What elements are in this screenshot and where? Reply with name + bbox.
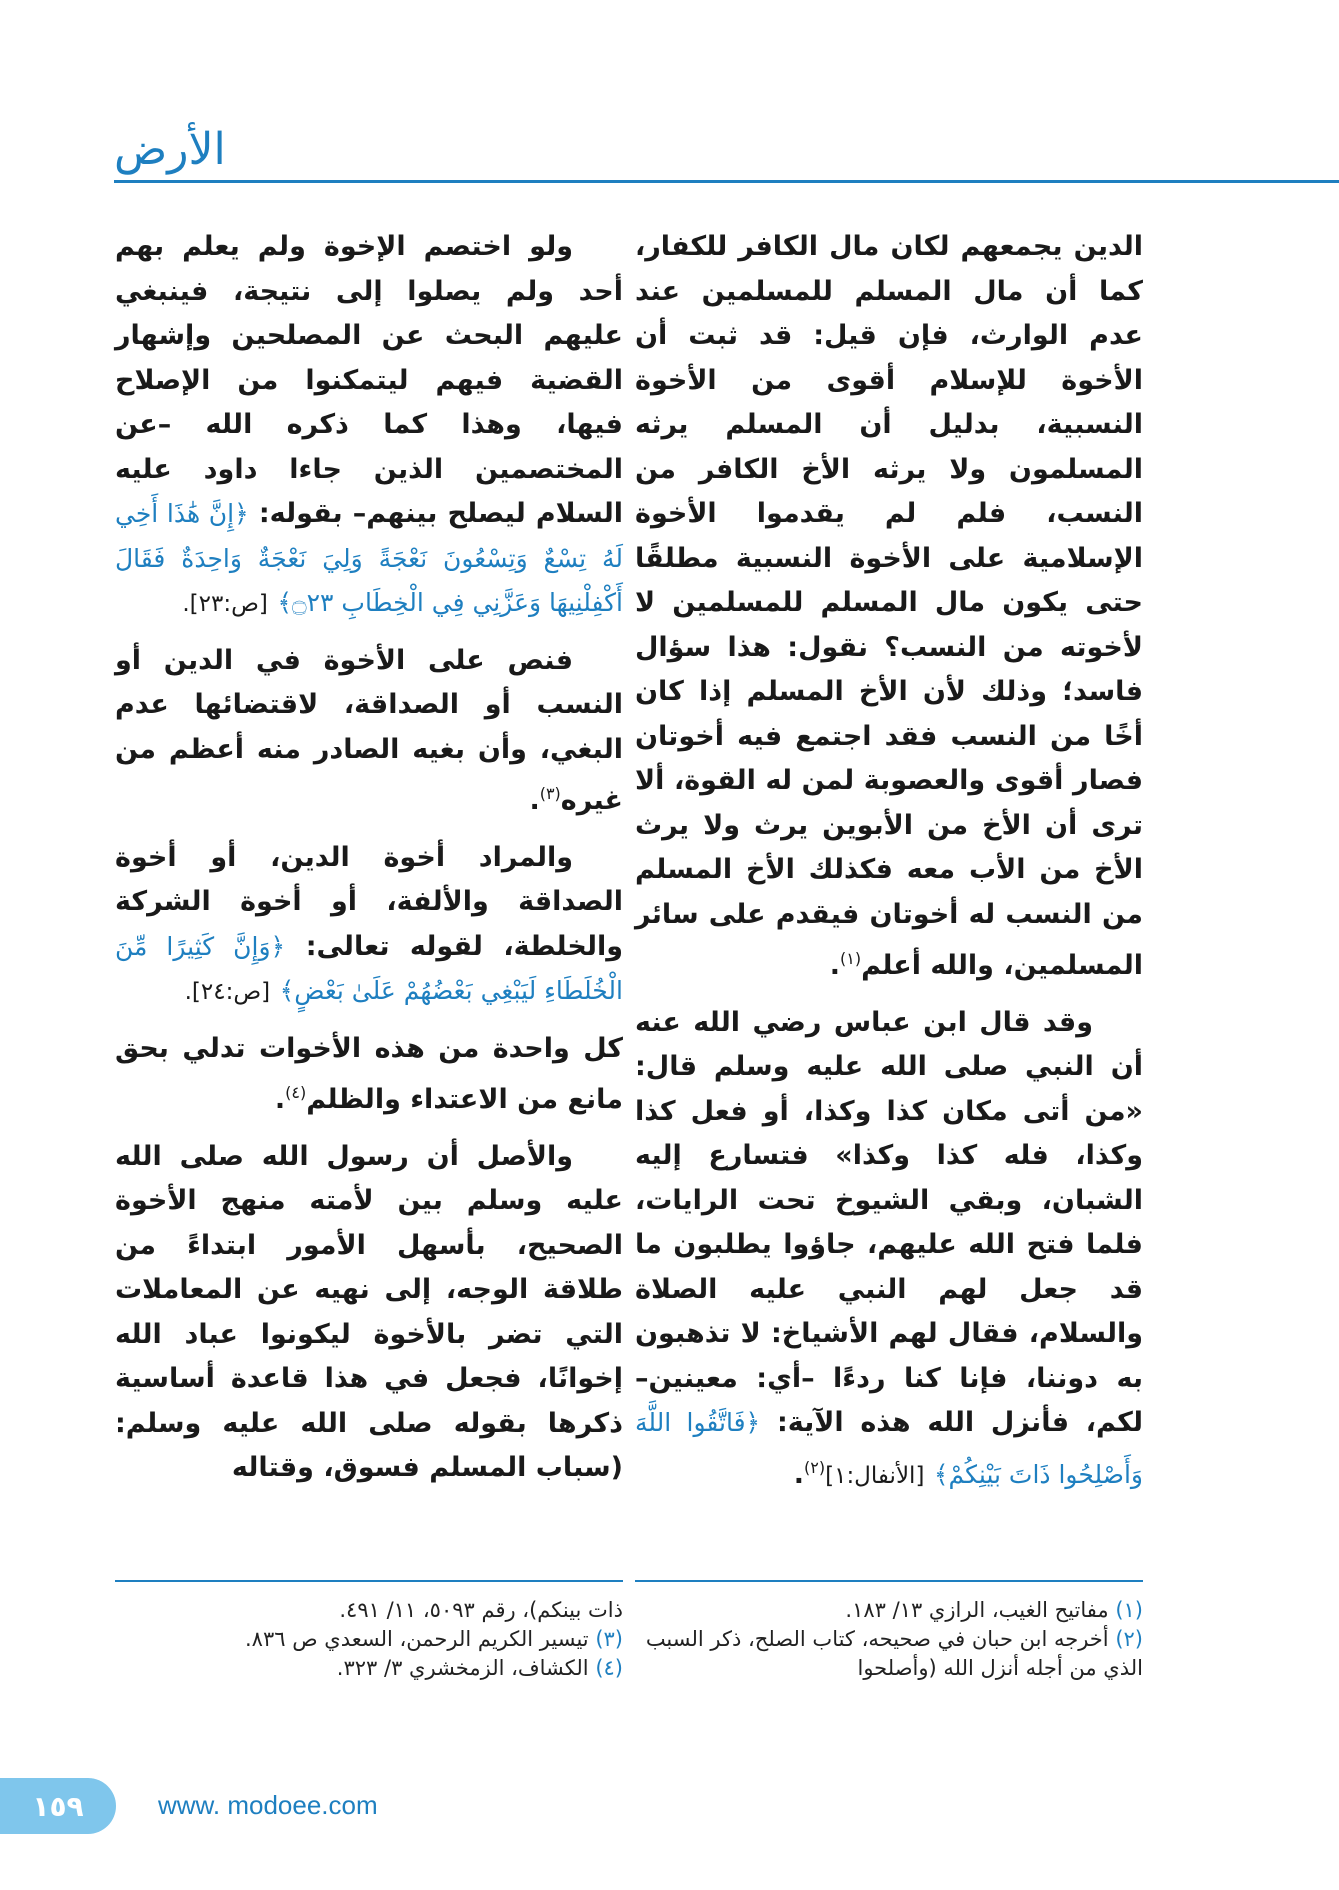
footnote-number: (٣) [595, 1627, 623, 1651]
hadith-quote: (سباب المسلم فسوق، وقتاله [231, 1452, 623, 1483]
verse-citation: [ص:٢٣]. [182, 591, 268, 617]
left-column [115, 225, 623, 1503]
paragraph [115, 639, 623, 824]
right-column [635, 225, 1143, 1510]
header-divider [114, 180, 1339, 183]
footnote-divider [115, 1580, 623, 1582]
footnote-number: (١) [1115, 1598, 1143, 1622]
quran-verse: ﴿إِنَّ هَٰذَا أَخِي لَهُ تِسْعٌ وَتِسْعُونَ نَعْجَةً وَلِيَ نَعْجَةٌ وَاحِدَةٌ فَقَالَ أَكْفِلْنِيهَا وَعَزَّنِي فِي الْخِطَابِ ۝٢٣﴾ [115, 499, 623, 617]
footnote [115, 1596, 623, 1625]
footnotes-right [635, 1580, 1143, 1683]
quran-verse: ﴿فَاتَّقُوا اللَّهَ وَأَصْلِحُوا ذَاتَ بَيْنِكُمْ﴾ [635, 1408, 1143, 1489]
paragraph-tail: . [529, 785, 540, 816]
footnote [115, 1654, 623, 1683]
paragraph-tail: . [829, 950, 840, 981]
footnote-ref[interactable]: (٤) [285, 1083, 307, 1102]
footnotes-left [115, 1580, 623, 1683]
paragraph-text: والمراد أخوة الدين، أو أخوة الصداقة والألفة، أو أخوة الشركة والخلطة، لقوله تعالى: [115, 841, 623, 962]
footnote-text: مفاتيح الغيب، الرازي ١٣/ ١٨٣. [845, 1598, 1109, 1622]
footnote [115, 1625, 623, 1654]
footnote-ref[interactable]: (١) [839, 949, 862, 968]
footnote [635, 1625, 1143, 1683]
paragraph-text: والأصل أن رسول الله صلى الله عليه وسلم بين لأمته منهج الأخوة الصحيح، بأسهل الأمور ابتداءً من طلاقة الوجه، إلى نهيه عن المعاملات التي تضر بالأخوة ليكونوا عباد الله إخوانًا، فجعل في هذا قاعدة أساسية ذكرها بقوله صلى الله عليه وسلم: [115, 1140, 623, 1439]
page-title: الأرض [114, 124, 226, 175]
paragraph-text: فنص على الأخوة في الدين أو النسب أو الصداقة، لاقتضائها عدم البغي، وأن بغيه الصادر منه أعظم من غيره [115, 644, 623, 816]
quran-verse: ﴿وَإِنَّ كَثِيرًا مِّنَ الْخُلَطَاءِ لَيَبْغِي بَعْضُهُمْ عَلَىٰ بَعْضٍ﴾ [115, 931, 623, 1005]
paragraph [115, 836, 623, 1015]
footnote-divider [635, 1580, 1143, 1582]
website-url[interactable]: www. modoee.com [158, 1790, 378, 1820]
footnote-text: أخرجه ابن حبان في صحيحه، كتاب الصلح، ذكر السبب الذي من أجله أنزل الله (وأصلحوا [645, 1627, 1143, 1680]
paragraph-text: كل واحدة من هذه الأخوات تدلي بحق مانع من الاعتداء والظلم [115, 1032, 623, 1115]
footnote-text: تيسير الكريم الرحمن، السعدي ص ٨٣٦. [244, 1627, 589, 1651]
footnote [635, 1596, 1143, 1625]
verse-citation: [ص:٢٤]. [184, 979, 271, 1005]
paragraph-text: وقد قال ابن عباس رضي الله عنه أن النبي صلى الله عليه وسلم قال: «من أتى مكان كذا وكذا، أو فعل كذا وكذا، فله كذا وكذا» فتسارع إليه الشبان، وبقي الشيوخ تحت الرايات، فلما فتح الله عليهم، جاؤوا يطلبون ما قد جعل لهم النبي عليه الصلاة والسلام، فقال لهم الأشياخ: لا تذهبون به دوننا، فإنا كنا ردءًا –أي: معينين– لكم، فأنزل الله هذه الآية: [635, 1006, 1144, 1438]
paragraph [115, 1135, 623, 1491]
paragraph [635, 1001, 1143, 1499]
paragraph [115, 225, 623, 627]
footnote-text: الكشاف، الزمخشري ٣/ ٣٢٣. [336, 1656, 589, 1680]
page-number: ١٥٩ [32, 1789, 84, 1823]
paragraph-text: ولو اختصم الإخوة ولم يعلم بهم أحد ولم يصلوا إلى نتيجة، فينبغي عليهم البحث عن المصلحين وإشهار القضية فيهم ليتمكنوا من الإصلاح فيها، وهذا كما ذكره الله –عن المختصمين الذين جاءا داود عليه السلام ليصلح بينهم– بقوله: [115, 231, 623, 529]
paragraph-tail: . [793, 1458, 804, 1490]
footnote-number: (٤) [595, 1656, 623, 1680]
page-number-badge [0, 1778, 116, 1834]
footnote-ref[interactable]: (٢) [804, 1457, 826, 1477]
footnote-number: (٢) [1115, 1627, 1143, 1651]
footnote-ref[interactable]: (٣) [539, 784, 561, 803]
footnote-text: ذات بينكم)، رقم ٥٠٩٣، ١١/ ٤٩١. [339, 1598, 623, 1622]
paragraph-tail: . [274, 1084, 286, 1115]
paragraph [635, 225, 1143, 989]
paragraph [115, 1027, 623, 1123]
paragraph-text: الدين يجمعهم لكان مال الكافر للكفار، كما أن مال المسلم للمسلمين عند عدم الوارث، فإن قيل: قد ثبت أن الأخوة للإسلام أقوى من الأخوة النسبية، بدليل أن المسلم يرثه المسلمون ولا يرثه الأخ الكافر من النسب، فلم لم يقدموا الأخوة الإسلامية على الأخوة النسبية مطلقًا حتى يكون مال المسلم للمسلمين لا لأخوته من النسب؟ نقول: هذا سؤال فاسد؛ وذلك لأن الأخ المسلم إذا كان أخًا من النسب فقد اجتمع فيه أخوتان فصار أقوى والعصوبة لمن له القوة، ألا ترى أن الأخ من الأبوين يرث ولا يرث الأخ من الأب معه فكذلك الأخ المسلم من النسب له أخوتان فيقدم على سائر المسلمين، والله أعلم [635, 231, 1143, 981]
verse-citation: [الأنفال:١] [825, 1462, 925, 1489]
